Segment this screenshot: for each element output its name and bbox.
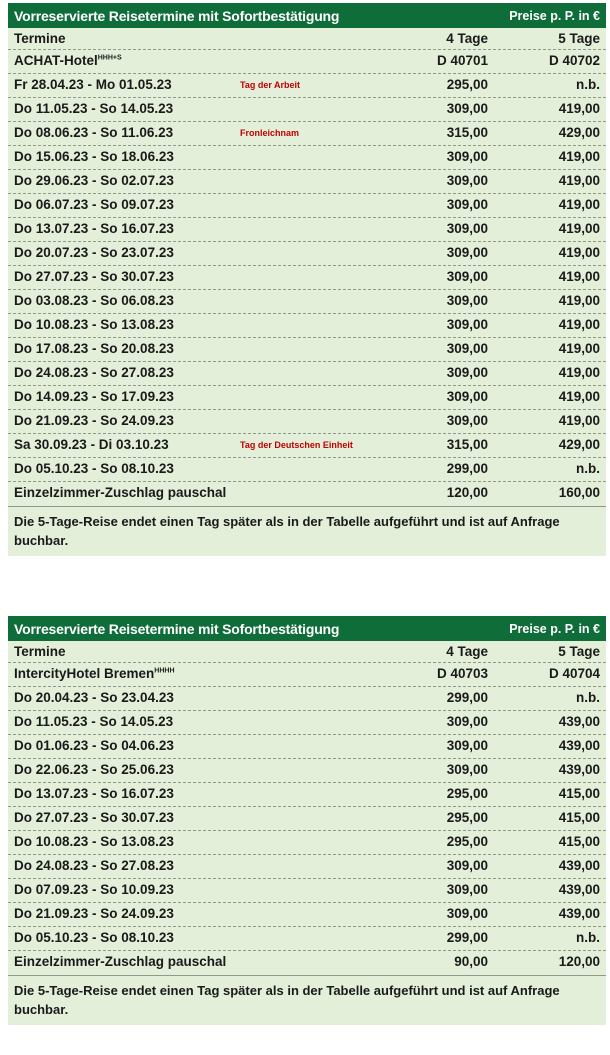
price-4-tage: 299,00: [446, 461, 488, 476]
table-row: [8, 122, 606, 146]
price-4-tage: 315,00: [446, 437, 488, 452]
price-5-tage: 419,00: [558, 221, 600, 236]
date-range: Do 14.09.23 - So 17.09.23: [14, 389, 174, 404]
tour-code-5: D 40702: [548, 53, 600, 68]
table-row: [8, 170, 606, 194]
date-range: Do 11.05.23 - So 14.05.23: [14, 101, 174, 116]
price-5-tage: 419,00: [558, 197, 600, 212]
table-row: [8, 194, 606, 218]
table-row: [8, 855, 606, 879]
price-5-tage: 439,00: [558, 762, 600, 777]
price-4-tage: 309,00: [446, 906, 488, 921]
price-4-tage: 309,00: [446, 413, 488, 428]
price-4-tage: 309,00: [446, 762, 488, 777]
price-4-tage: 309,00: [446, 149, 488, 164]
price-5-tage: 439,00: [558, 738, 600, 753]
date-range: Do 15.06.23 - So 18.06.23: [14, 149, 174, 164]
table-header-prices: Preise p. P. in €: [509, 621, 600, 636]
hotel-name: IntercityHotel Bremen$^{HHHH}$: [14, 666, 175, 681]
table-row: [8, 759, 606, 783]
price-4-tage: 295,00: [446, 810, 488, 825]
surcharge-row: [8, 951, 606, 975]
price-5-tage: 419,00: [558, 341, 600, 356]
price-table-intercity: [8, 616, 606, 1025]
price-table-achat: [8, 3, 606, 556]
holiday-note: Tag der Arbeit: [240, 80, 301, 90]
surcharge-label: Einzelzimmer-Zuschlag pauschal: [14, 485, 227, 500]
price-5-tage: n.b.: [576, 690, 600, 705]
date-range: Do 10.08.23 - So 13.08.23: [14, 317, 174, 332]
table-row: [8, 410, 606, 434]
date-range: Do 05.10.23 - So 08.10.23: [14, 930, 174, 945]
date-range: Do 29.06.23 - So 02.07.23: [14, 173, 174, 188]
date-rows: [8, 687, 606, 951]
table-row: [8, 903, 606, 927]
hotel-name: ACHAT-Hotel$^{HHH+S}$: [14, 53, 122, 68]
date-range: Do 07.09.23 - So 10.09.23: [14, 882, 174, 897]
price-5-tage: 419,00: [558, 317, 600, 332]
table-row: [8, 146, 606, 170]
date-range: Do 08.06.23 - So 11.06.23: [14, 125, 174, 140]
price-5-tage: 419,00: [558, 245, 600, 260]
column-header-row: [8, 28, 606, 50]
column-label-termine: Termine: [14, 31, 66, 46]
date-range: Do 11.05.23 - So 14.05.23: [14, 714, 174, 729]
price-4-tage: 309,00: [446, 293, 488, 308]
price-4-tage: 295,00: [446, 77, 488, 92]
price-4-tage: 315,00: [446, 125, 488, 140]
date-range: Sa 30.09.23 - Di 03.10.23: [14, 437, 169, 452]
price-5-tage: 419,00: [558, 269, 600, 284]
holiday-note: Tag der Deutschen Einheit: [240, 440, 353, 450]
table-row: [8, 362, 606, 386]
table-header-prices: Preise p. P. in €: [509, 8, 600, 23]
date-range: Do 20.04.23 - So 23.04.23: [14, 690, 174, 705]
surcharge-4: 120,00: [446, 485, 488, 500]
date-range: Do 13.07.23 - So 16.07.23: [14, 786, 174, 801]
surcharge-5: 160,00: [558, 485, 600, 500]
price-5-tage: n.b.: [576, 461, 600, 476]
hotel-row: [8, 663, 606, 687]
table-row: [8, 338, 606, 362]
price-4-tage: 309,00: [446, 714, 488, 729]
table-row: [8, 687, 606, 711]
table-row: [8, 831, 606, 855]
tour-code-4: D 40703: [436, 666, 488, 681]
price-5-tage: 415,00: [558, 786, 600, 801]
hotel-row: [8, 50, 606, 74]
price-4-tage: 295,00: [446, 786, 488, 801]
price-5-tage: 419,00: [558, 293, 600, 308]
price-4-tage: 309,00: [446, 882, 488, 897]
table-row: [8, 242, 606, 266]
price-4-tage: 309,00: [446, 221, 488, 236]
price-4-tage: 309,00: [446, 389, 488, 404]
table-header-title: Vorreservierte Reisetermine mit Sofortbestätigung: [14, 620, 340, 637]
price-4-tage: 309,00: [446, 858, 488, 873]
price-5-tage: 419,00: [558, 149, 600, 164]
price-4-tage: 309,00: [446, 197, 488, 212]
date-range: Do 05.10.23 - So 08.10.23: [14, 461, 174, 476]
date-range: Do 21.09.23 - So 24.09.23: [14, 413, 174, 428]
tour-code-5: D 40704: [548, 666, 600, 681]
price-4-tage: 299,00: [446, 690, 488, 705]
table-row: [8, 434, 606, 458]
surcharge-row: [8, 482, 606, 506]
surcharge-4: 90,00: [454, 954, 488, 969]
column-label-4-tage: 4 Tage: [446, 644, 488, 659]
price-5-tage: 419,00: [558, 389, 600, 404]
price-5-tage: 419,00: [558, 101, 600, 116]
table-row: [8, 218, 606, 242]
price-5-tage: 429,00: [558, 437, 600, 452]
price-4-tage: 309,00: [446, 738, 488, 753]
table-body: [8, 641, 606, 975]
hotel-stars: HHH+S: [97, 54, 122, 62]
table-body: [8, 28, 606, 506]
table-row: [8, 807, 606, 831]
surcharge-5: 120,00: [558, 954, 600, 969]
table-row: [8, 735, 606, 759]
price-5-tage: n.b.: [576, 77, 600, 92]
date-range: Do 20.07.23 - So 23.07.23: [14, 245, 174, 260]
table-row: [8, 290, 606, 314]
price-4-tage: 309,00: [446, 341, 488, 356]
price-5-tage: 429,00: [558, 125, 600, 140]
column-header-row: [8, 641, 606, 663]
price-5-tage: 439,00: [558, 882, 600, 897]
price-4-tage: 309,00: [446, 317, 488, 332]
footnote: Die 5-Tage-Reise endet einen Tag später als in der Tabelle aufgeführt und ist auf Anfrage buchbar.: [8, 975, 606, 1025]
price-5-tage: 419,00: [558, 173, 600, 188]
tour-code-4: D 40701: [436, 53, 488, 68]
date-range: Do 06.07.23 - So 09.07.23: [14, 197, 174, 212]
price-4-tage: 309,00: [446, 101, 488, 116]
date-range: Do 13.07.23 - So 16.07.23: [14, 221, 174, 236]
table-header-title: Vorreservierte Reisetermine mit Sofortbestätigung: [14, 7, 340, 24]
price-5-tage: 415,00: [558, 834, 600, 849]
column-label-termine: Termine: [14, 644, 66, 659]
price-4-tage: 309,00: [446, 365, 488, 380]
date-range: Do 10.08.23 - So 13.08.23: [14, 834, 174, 849]
date-range: Do 22.06.23 - So 25.06.23: [14, 762, 174, 777]
table-row: [8, 74, 606, 98]
column-label-5-tage: 5 Tage: [558, 31, 600, 46]
price-4-tage: 295,00: [446, 834, 488, 849]
table-row: [8, 386, 606, 410]
date-range: Do 01.06.23 - So 04.06.23: [14, 738, 174, 753]
price-4-tage: 309,00: [446, 245, 488, 260]
table-header-bar: [8, 3, 606, 28]
table-row: [8, 266, 606, 290]
price-4-tage: 299,00: [446, 930, 488, 945]
price-4-tage: 309,00: [446, 269, 488, 284]
table-row: [8, 783, 606, 807]
hotel-stars: HHHH: [154, 667, 175, 675]
price-4-tage: 309,00: [446, 173, 488, 188]
date-range: Do 03.08.23 - So 06.08.23: [14, 293, 174, 308]
date-range: Do 24.08.23 - So 27.08.23: [14, 858, 174, 873]
date-range: Do 24.08.23 - So 27.08.23: [14, 365, 174, 380]
surcharge-label: Einzelzimmer-Zuschlag pauschal: [14, 954, 227, 969]
date-range: Do 21.09.23 - So 24.09.23: [14, 906, 174, 921]
price-5-tage: n.b.: [576, 930, 600, 945]
table-row: [8, 927, 606, 951]
table-row: [8, 879, 606, 903]
date-range: Do 27.07.23 - So 30.07.23: [14, 810, 174, 825]
price-5-tage: 419,00: [558, 413, 600, 428]
price-5-tage: 439,00: [558, 858, 600, 873]
footnote: Die 5-Tage-Reise endet einen Tag später als in der Tabelle aufgeführt und ist auf Anfrage buchbar.: [8, 506, 606, 556]
price-5-tage: 419,00: [558, 365, 600, 380]
table-header-bar: [8, 616, 606, 641]
price-5-tage: 439,00: [558, 714, 600, 729]
table-row: [8, 458, 606, 482]
column-label-5-tage: 5 Tage: [558, 644, 600, 659]
holiday-note: Fronleichnam: [240, 128, 300, 138]
date-range: Fr 28.04.23 - Mo 01.05.23: [14, 77, 172, 92]
column-label-4-tage: 4 Tage: [446, 31, 488, 46]
date-rows: [8, 74, 606, 482]
table-row: [8, 98, 606, 122]
table-row: [8, 711, 606, 735]
price-5-tage: 439,00: [558, 906, 600, 921]
date-range: Do 17.08.23 - So 20.08.23: [14, 341, 174, 356]
table-row: [8, 314, 606, 338]
price-5-tage: 415,00: [558, 810, 600, 825]
date-range: Do 27.07.23 - So 30.07.23: [14, 269, 174, 284]
